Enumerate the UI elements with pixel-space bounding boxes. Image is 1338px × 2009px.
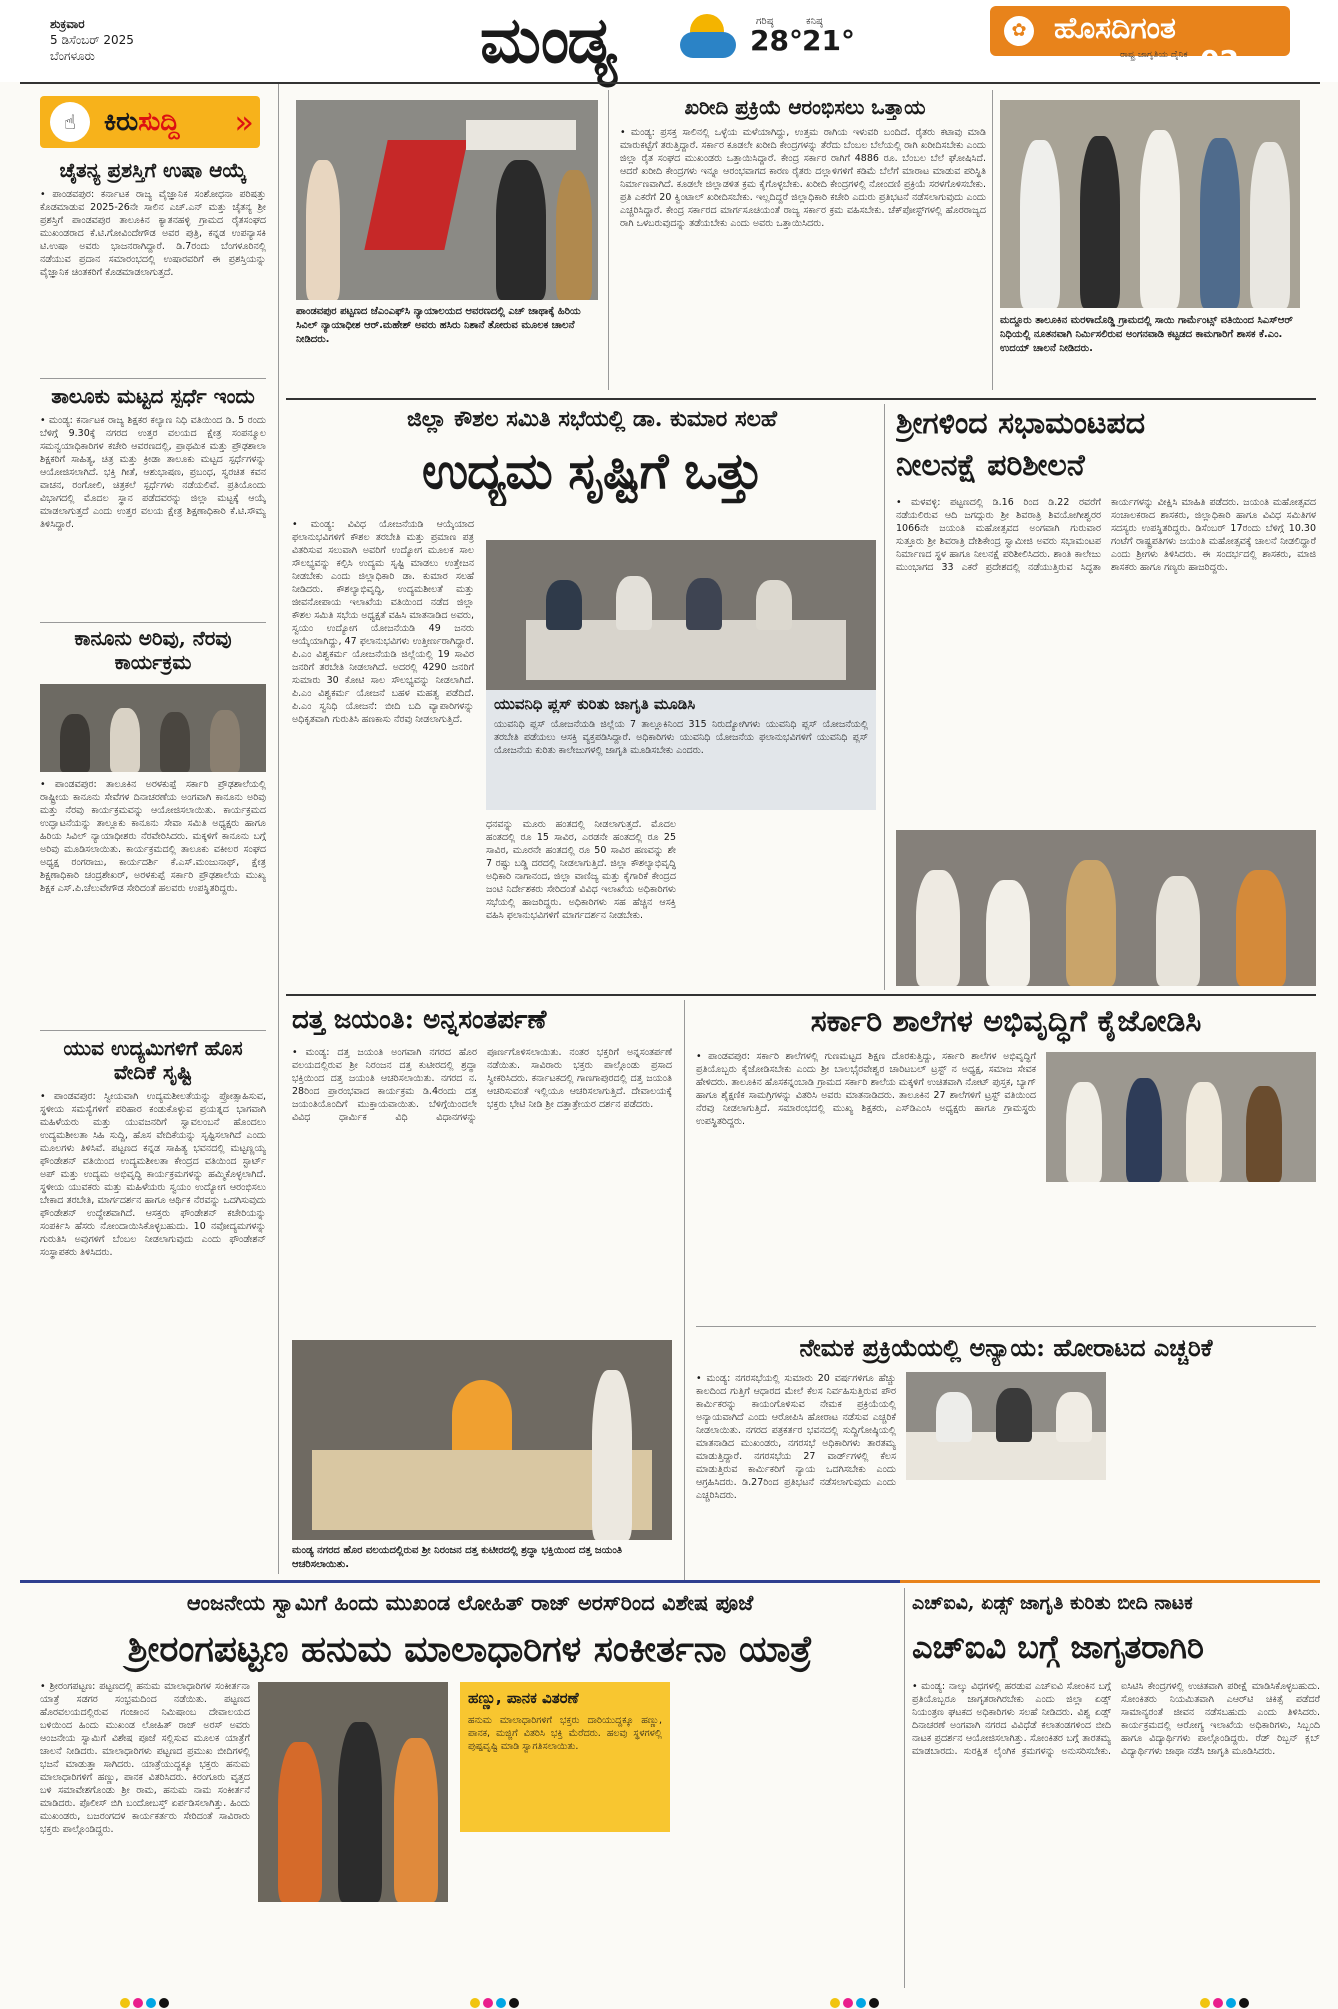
registration-marks [830,1993,882,2003]
story-body: • ಮಂಡ್ಯ: ಪ್ರಸಕ್ತ ಸಾಲಿನಲ್ಲಿ ಒಳ್ಳೆಯ ಮಳೆಯಾಗಿದ್ದು, ಉತ್ತಮ ರಾಗಿಯ ಇಳುವರಿ ಬಂದಿದೆ. ರೈತರು ಕಟಾವು ಮಾಡಿ ಮಾರುಕಟ್ಟೆಗೆ ತರುತ್ತಿದ್ದಾರೆ. ಸರ್ಕಾರ ಕೂಡಲೇ ಖರೀದಿ ಕೇಂದ್ರಗಳನ್ನು ತೆರೆದು ಬೆಂಬಲ ಬೆಲೆಯಲ್ಲಿ ರಾಗಿ ಖರೀದಿಸಬೇಕು ಎಂದು ಜಿಲ್ಲಾ ರೈತ ಸಂಘದ ಮುಖಂಡರು ಒತ್ತಾಯಿಸಿದ್ದಾರೆ. ಕೇಂದ್ರ ಸರ್ಕಾರ ರಾಗಿಗೆ 4886 ರೂ. ಬೆಂಬಲ ಬೆಲೆ ಘೋಷಿಸಿದೆ. ಆದರೆ ಖರೀದಿ ಕೇಂದ್ರಗಳು ಇನ್ನೂ ಆರಂಭವಾಗದ ಕಾರಣ ರೈತರು ದಲ್ಲಾಳಿಗಳಿಗೆ ಕಡಿಮೆ ಬೆಲೆಗೆ ಮಾರಾಟ ಮಾಡುವ ಪರಿಸ್ಥಿತಿ ನಿರ್ಮಾಣವಾಗಿದೆ. ಕೂಡಲೇ ಜಿಲ್ಲಾಡಳಿತ ಕ್ರಮ ಕೈಗೊಳ್ಳಬೇಕು. ಖರೀದಿ ಕೇಂದ್ರಗಳಲ್ಲಿ ನೋಂದಣಿ ಪ್ರಕ್ರಿಯೆ ಸರಳಗೊಳಿಸಬೇಕು. ಪ್ರತಿ ಎಕರೆಗೆ 20 ಕ್ವಿಂಟಾಲ್ ಖರೀದಿಸಬೇಕು. ಇಲ್ಲದಿದ್ದರೆ ಜಿಲ್ಲಾಧಿಕಾರಿ ಕಚೇರಿ ಎದುರು ಪ್ರತಿಭಟನೆ ನಡೆಸಲಾಗುವುದು ಎಂದು ಎಚ್ಚರಿಸಿದ್ದಾರೆ. ಕೇಂದ್ರ ಸರ್ಕಾರದ ಮಾರ್ಗಸೂಚಿಯಂತೆ ರಾಜ್ಯ ಸರ್ಕಾರ ಕ್ರಮ ವಹಿಸಬೇಕು. ಚೆಕ್‌ಪೋಸ್ಟ್‌ಗಳಲ್ಲಿ ಹೊರರಾಜ್ಯದ ರಾಗಿ ಒಳಬರುವುದನ್ನು ತಡೆಯಬೇಕು ಎಂದು ಅವರು ಒತ್ತಾಯಿಸಿದರು. [620,127,986,229]
hiv-body: • ಮಂಡ್ಯ: ನಾಲ್ಕು ವಿಧಗಳಲ್ಲಿ ಹರಡುವ ಎಚ್‌ಐವಿ ಸೋಂಕಿನ ಬಗ್ಗೆ ಪ್ರತಿಯೊಬ್ಬರೂ ಜಾಗೃತರಾಗಿರಬೇಕು ಎಂದು ಜಿಲ್ಲಾ ಏಡ್ಸ್ ನಿಯಂತ್ರಣ ಘಟಕದ ಅಧಿಕಾರಿಗಳು ಸಲಹೆ ನೀಡಿದರು. ವಿಶ್ವ ಏಡ್ಸ್ ದಿನಾಚರಣೆ ಅಂಗವಾಗಿ ನಗರದ ವಿವಿಧೆಡೆ ಕಲಾತಂಡಗಳಿಂದ ಬೀದಿ ನಾಟಕ ಪ್ರದರ್ಶನ ಆಯೋಜಿಸಲಾಗಿತ್ತು. ಸೋಂಕಿತರ ಬಗ್ಗೆ ತಾರತಮ್ಯ ಮಾಡಬಾರದು. ಸುರಕ್ಷಿತ ಲೈಂಗಿಕ ಕ್ರಮಗಳನ್ನು ಅನುಸರಿಸಬೇಕು. ಐಸಿಟಿಸಿ ಕೇಂದ್ರಗಳಲ್ಲಿ ಉಚಿತವಾಗಿ ಪರೀಕ್ಷೆ ಮಾಡಿಸಿಕೊಳ್ಳಬಹುದು. ಸೋಂಕಿತರು ನಿಯಮಿತವಾಗಿ ಎಆರ್‌ಟಿ ಚಿಕಿತ್ಸೆ ಪಡೆದರೆ ಸಾಮಾನ್ಯರಂತೆ ಜೀವನ ನಡೆಸಬಹುದು ಎಂದು ತಿಳಿಸಿದರು. ಕಾರ್ಯಕ್ರಮದಲ್ಲಿ ಆರೋಗ್ಯ ಇಲಾಖೆಯ ಅಧಿಕಾರಿಗಳು, ಸಿಬ್ಬಂದಿ ಹಾಗೂ ವಿದ್ಯಾರ್ಥಿಗಳು ಪಾಲ್ಗೊಂಡಿದ್ದರು. ರೆಡ್ ರಿಬ್ಬನ್ ಕ್ಲಬ್ ವಿದ್ಯಾರ್ಥಿಗಳು ಜಾಥಾ ನಡೆಸಿ ಜಾಗೃತಿ ಮೂಡಿಸಿದರು. [912,1681,1320,1757]
flag-shape [364,140,467,250]
max-label: ಗರಿಷ್ಠ [756,16,774,27]
brief-title: ಕಾನೂನು ಅರಿವು, ನೆರವು ಕಾರ್ಯಕ್ರಮ [74,626,232,674]
registration-marks [1200,1993,1252,2003]
weather-widget [680,10,855,70]
column-rule [684,1000,685,1580]
main-kicker: ಜಿಲ್ಲಾ ಕೌಶಲ ಸಮಿತಿ ಸಭೆಯಲ್ಲಿ ಡಾ. ಕುಮಾರ ಸಲಹೆ [407,406,777,432]
min-label: ಕನಿಷ್ಠ [806,16,823,27]
date: 5 ಡಿಸೆಂಬರ್ 2025 [50,33,134,47]
bottom-kicker: ಆಂಜನೇಯ ಸ್ವಾಮಿಗೆ ಹಿಂದು ಮುಖಂಡ ಲೋಹಿತ್ ರಾಜ್ ಅರಸ್‌ರಿಂದ ವಿಶೇಷ ಪೂಜೆ [186,1590,754,1615]
banner-shape [466,120,576,150]
brief-body: • ಪಾಂಡವಪುರ: ಸ್ವೀಯವಾಗಿ ಉದ್ಯಮಶೀಲತೆಯನ್ನು ಪ್ರೋತ್ಸಾಹಿಸುವ, ಸ್ಥಳೀಯ ಸಮಸ್ಯೆಗಳಿಗೆ ಪರಿಹಾರ ಕಂಡುಕೊಳ್ಳುವ ಪ್ರಯತ್ನದ ಭಾಗವಾಗಿ ಮಹಿಳೆಯರು ಮತ್ತು ಯುವಜನರಿಗೆ ಸ್ವಾವಲಂಬನೆ ಹೊಂದಲು ಉದ್ಯಮಶೀಲತಾ ಸಿಹಿ ಸುದ್ದಿ, ಹೊಸ ವೇದಿಕೆಯನ್ನು ಸೃಷ್ಟಿಸಲಾಗಿದೆ ಎಂದು ಮೂಲಗಳು ತಿಳಿಸಿವೆ. ಪಟ್ಟಣದ ಕನ್ನಡ ಸಾಹಿತ್ಯ ಭವನದಲ್ಲಿ ಮಟ್ಟಣ್ಣಯ್ಯ ಫೌಂಡೇಶನ್ ವತಿಯಿಂದ ಉದ್ಯಮಶೀಲತಾ ಕೇಂದ್ರದ ವತಿಯಿಂದ ಸ್ಟಾರ್ಟ್ ಅಪ್ ಮತ್ತು ಉದ್ಯಮ ಅಭಿವೃದ್ಧಿ ಕಾರ್ಯಕ್ರಮಗಳನ್ನು ಹಮ್ಮಿಕೊಳ್ಳಲಾಗಿದೆ. ಸ್ಥಳೀಯ ಯುವಕರು ಮತ್ತು ಮಹಿಳೆಯರು ಸ್ವಯಂ ಉದ್ಯೋಗ ಆರಂಭಿಸಲು ಬೇಕಾದ ತರಬೇತಿ, ಮಾರ್ಗದರ್ಶನ ಹಾಗೂ ಆರ್ಥಿಕ ನೆರವನ್ನು ಒದಗಿಸುವುದು ಫೌಂಡೇಶನ್ ಉದ್ದೇಶವಾಗಿದೆ. ಆಸಕ್ತರು ಫೌಂಡೇಶನ್ ಕಚೇರಿಯನ್ನು ಸಂಪರ್ಕಿಸಿ ಹೆಸರು ನೋಂದಾಯಿಸಿಕೊಳ್ಳಬಹುದು. 10 ನವೋದ್ಯಮಗಳನ್ನು ಗುರುತಿಸಿ ಅವುಗಳಿಗೆ ಬೆಂಬಲ ನೀಡಲಾಗುವುದು ಎಂದು ಫೌಂಡೇಶನ್ ಸಂಸ್ಥಾಪಕರು ತಿಳಿಸಿದರು. [40,1091,266,1258]
kiru-title [104,106,179,138]
max-temp: 28° [750,24,803,57]
page-header [0,0,1338,82]
hiv-kicker: ಎಚ್‌ಐವಿ, ಏಡ್ಸ್ ಜಾಗೃತಿ ಕುರಿತು ಬೀದಿ ನಾಟಕ [912,1592,1193,1614]
photo-school [1046,1052,1316,1182]
sidebar-box [486,690,876,810]
cloud-icon [680,32,736,58]
box-title: ಯುವನಿಧಿ ಪ್ಲಸ್ ಕುರಿತು ಜಾಗೃತಿ ಮೂಡಿಸಿ [494,695,696,713]
photo-caption: ಪಾಂಡವಪುರ ಪಟ್ಟಣದ ಜೆಎಂಎಫ್‌ಸಿ ನ್ಯಾಯಾಲಯದ ಆವರಣದಲ್ಲಿ ಎಚ್ ಜಾಥಾಕ್ಕೆ ಹಿರಿಯ ಸಿವಿಲ್ ನ್ಯಾಯಾಧೀಶ ಆರ್.ಮಹೇಶ್ ಅವರು ಹಸಿರು ನಿಶಾನೆ ತೋರುವ ಮೂಲಕ ಚಾಲನೆ ನೀಡಿದರು. [296,306,581,345]
box-body: ಹನುಮ ಮಾಲಾಧಾರಿಗಳಿಗೆ ಭಕ್ತರು ದಾರಿಯುದ್ದಕ್ಕೂ ಹಣ್ಣು, ಪಾನಕ, ಮಜ್ಜಿಗೆ ವಿತರಿಸಿ ಭಕ್ತಿ ಮೆರೆದರು. ಹಲವು ಸ್ಥಳಗಳಲ್ಲಿ ಪುಷ್ಪವೃಷ್ಟಿ ಮಾಡಿ ಸ್ವಾಗತಿಸಲಾಯಿತು. [468,1715,662,1752]
chevron-right-icon: » [234,103,254,141]
photo-caption: ಮಂಡ್ಯ ನಗರದ ಹೊರ ವಲಯದಲ್ಲಿರುವ ಶ್ರೀ ನಿರಂಜನ ದತ್ತ ಕುಟೀರದಲ್ಲಿ ಶ್ರದ್ಧಾ ಭಕ್ತಿಯಿಂದ ದತ್ತ ಜಯಂತಿ ಆಚರಿಸಲಾಯಿತು. [292,1545,623,1570]
story-title: ಖರೀದಿ ಪ್ರಕ್ರಿಯೆ ಆರಂಭಿಸಲು ಒತ್ತಾಯ [684,95,926,119]
column-rule [904,1588,905,1988]
column-rule [992,90,993,390]
section-rule [286,994,1316,996]
brief-title: ಚೈತನ್ಯ ಪ್ರಶಸ್ತಿಗೆ ಉಷಾ ಆಯ್ಕೆ [59,158,247,182]
brand-tagline: ರಾಷ್ಟ್ರ ಜಾಗೃತಿಯ ದೈನಿಕ [1120,50,1188,60]
day: ಶುಕ್ರವಾರ [50,17,85,31]
masthead: ಮಂಡ್ಯ [480,3,615,78]
accent-rule [900,1580,1320,1583]
bottom-title: ಶ್ರೀರಂಗಪಟ್ಟಣ ಹನುಮ ಮಾಲಾಧಾರಿಗಳ ಸಂಕೀರ್ತನಾ ಯಾತ್ರೆ [127,1628,813,1670]
brief-title: ತಾಲೂಕು ಮಟ್ಟದ ಸ್ಪರ್ಧೆ ಇಂದು [51,384,255,408]
min-temp: 21° [802,24,855,57]
lotus-icon: ✿ [1004,16,1034,46]
photo-caption: ಮದ್ದೂರು ತಾಲೂಕಿನ ಮರಳಾದೊಡ್ಡಿ ಗ್ರಾಮದಲ್ಲಿ ಸಾಯಿ ಗಾರ್ಮೆಂಟ್ಸ್ ವತಿಯಿಂದ ಸಿಎಸ್‌ಆರ್ ನಿಧಿಯಲ್ಲಿ ನೂತನವಾಗಿ ನಿರ್ಮಿಸಲಿರುವ ಅಂಗನವಾಡಿ ಕಟ್ಟಡದ ಕಾಮಗಾರಿಗೆ ಶಾಸಕ ಕೆ.ಎಂ. ಉದಯ್ ಚಾಲನೆ ನೀಡಿದರು. [1000,315,1293,354]
divider [40,1030,266,1031]
suddi-word: ಸುದ್ದಿ [138,107,180,137]
deity-shape [452,1380,512,1450]
bottom-body: • ಶ್ರೀರಂಗಪಟ್ಟಣ: ಪಟ್ಟಣದಲ್ಲಿ ಹನುಮ ಮಾಲಾಧಾರಿಗಳ ಸಂಕೀರ್ತನಾ ಯಾತ್ರೆ ಸಡಗರ ಸಂಭ್ರಮದಿಂದ ನಡೆಯಿತು. ಪಟ್ಟಣದ ಹೊರವಲಯದಲ್ಲಿರುವ ಗಂಜಾಂನ ನಿಮಿಷಾಂಬ ದೇವಾಲಯದ ಬಳಿಯಿಂದ ಹಿಂದು ಮುಖಂಡ ಲೋಹಿತ್ ರಾಜ್ ಅರಸ್ ಅವರು ಆಂಜನೇಯ ಸ್ವಾಮಿಗೆ ವಿಶೇಷ ಪೂಜೆ ಸಲ್ಲಿಸುವ ಮೂಲಕ ಯಾತ್ರೆಗೆ ಚಾಲನೆ ನೀಡಿದರು. ಮಾಲಾಧಾರಿಗಳು ಪಟ್ಟಣದ ಪ್ರಮುಖ ಬೀದಿಗಳಲ್ಲಿ ಭಜನೆ ಮಾಡುತ್ತಾ ಸಾಗಿದರು. ಯಾತ್ರೆಯುದ್ದಕ್ಕೂ ಭಕ್ತರು ಹನುಮ ಮಾಲಾಧಾರಿಗಳಿಗೆ ಹಣ್ಣು, ಪಾನಕ ವಿತರಿಸಿದರು. ಕಿರಂಗೂರು ವೃತ್ತದ ಬಳಿ ಸಮಾವೇಶಗೊಂಡು ಶ್ರೀ ರಾಮ, ಹನುಮ ನಾಮ ಸಂಕೀರ್ತನೆ ಮಾಡಿದರು. ಪೊಲೀಸ್ ಬಿಗಿ ಬಂದೋಬಸ್ತ್ ಏರ್ಪಡಿಸಲಾಗಿತ್ತು. ಹಿಂದು ಮುಖಂಡರು, ಬಜರಂಗದಳ ಕಾರ್ಯಕರ್ತರು ಸೇರಿದಂತೆ ಸಾವಿರಾರು ಭಕ್ತರು ಪಾಲ್ಗೊಂಡಿದ್ದರು. [40,1681,250,1835]
city: ಬೆಂಗಳೂರು [50,49,95,63]
registration-marks [470,1993,522,2003]
dateline [50,16,134,64]
story-body: • ಮಳವಳ್ಳಿ: ಪಟ್ಟಣದಲ್ಲಿ ಡಿ.16 ರಿಂದ ಡಿ.22 ರವರೆಗೆ ನಡೆಯಲಿರುವ ಆದಿ ಜಗದ್ಗುರು ಶ್ರೀ ಶಿವರಾತ್ರಿ ಶಿವಯೋಗೀಶ್ವರರ 1066ನೇ ಜಯಂತಿ ಮಹೋತ್ಸವದ ಅಂಗವಾಗಿ ಗುರುವಾರ ಸುತ್ತೂರು ಶ್ರೀ ಶಿವರಾತ್ರಿ ದೇಶಿಕೇಂದ್ರ ಸ್ವಾಮೀಜಿ ಅವರು ಸಭಾಮಂಟಪ ನಿರ್ಮಾಣದ ಸ್ಥಳ ಹಾಗೂ ನೀಲನಕ್ಷೆ ಪರಿಶೀಲಿಸಿದರು. ಶಾಂತಿ ಕಾಲೇಜು ಮುಂಭಾಗದ 33 ಎಕರೆ ಪ್ರದೇಶದಲ್ಲಿ ನಡೆಯುತ್ತಿರುವ ಸಿದ್ಧತಾ ಕಾರ್ಯಗಳನ್ನು ವೀಕ್ಷಿಸಿ ಮಾಹಿತಿ ಪಡೆದರು. ಜಯಂತಿ ಮಹೋತ್ಸವದ ಸಂಚಾಲಕರಾದ ಶಾಸಕರು, ಜಿಲ್ಲಾಧಿಕಾರಿ ಹಾಗೂ ವಿವಿಧ ಸಮಿತಿಗಳ ಸದಸ್ಯರು ಉಪಸ್ಥಿತರಿದ್ದರು. ಡಿಸೆಂಬರ್ 17ರಂದು ಬೆಳಿಗ್ಗೆ 10.30 ಗಂಟೆಗೆ ರಾಷ್ಟ್ರಪತಿಗಳು ಜಯಂತಿ ಮಹೋತ್ಸವಕ್ಕೆ ಚಾಲನೆ ನೀಡಲಿದ್ದಾರೆ ಎಂದು ಶ್ರೀಗಳು ತಿಳಿಸಿದರು. ಈ ಸಂದರ್ಭದಲ್ಲಿ ಶಾಸಕರು, ಮಾಜಿ ಶಾಸಕರು ಹಾಗೂ ಗಣ್ಯರು ಹಾಜರಿದ್ದರು. [896,497,1316,573]
brand-name: ಹೊಸದಿಗಂತ [1054,11,1176,46]
story-body: • ಮಂಡ್ಯ: ದತ್ತ ಜಯಂತಿ ಅಂಗವಾಗಿ ನಗರದ ಹೊರ ವಲಯದಲ್ಲಿರುವ ಶ್ರೀ ನಿರಂಜನ ದತ್ತ ಕುಟೀರದಲ್ಲಿ ಶ್ರದ್ಧಾ ಭಕ್ತಿಯಿಂದ ದತ್ತ ಜಯಂತಿ ಆಚರಿಸಲಾಯಿತು. ನಗರದ ನ. 28ರಿಂದ ಪ್ರಾರಂಭವಾದ ಕಾರ್ಯಕ್ರಮ ಡಿ.4ರಂದು ದತ್ತ ಜಯಂತಿಯೊಂದಿಗೆ ಮುಕ್ತಾಯವಾಯಿತು. ಬೆಳಿಗ್ಗೆಯಿಂದಲೇ ವಿವಿಧ ಧಾರ್ಮಿಕ ವಿಧಿ ವಿಧಾನಗಳನ್ನು ಪೂರ್ಣಗೊಳಿಸಲಾಯಿತು. ನಂತರ ಭಕ್ತರಿಗೆ ಅನ್ನಸಂತರ್ಪಣೆ ನಡೆಯಿತು. ಸಾವಿರಾರು ಭಕ್ತರು ಪಾಲ್ಗೊಂಡು ಪ್ರಸಾದ ಸ್ವೀಕರಿಸಿದರು. ಕರ್ನಾಟಕದಲ್ಲಿ ಗಾಣಗಾಪುರದಲ್ಲಿ ದತ್ತ ಜಯಂತಿ ಆಚರಿಸುವಂತೆ ಇಲ್ಲಿಯೂ ಆಚರಿಸಲಾಗುತ್ತಿದೆ. ದೇವಾಲಯಕ್ಕೆ ಭಕ್ತರು ಭೇಟಿ ನೀಡಿ ಶ್ರೀ ದತ್ತಾತ್ರೇಯರ ದರ್ಶನ ಪಡೆದರು. [292,1047,672,1123]
divider [40,378,266,379]
column-rule [278,84,279,1574]
photo-foundation [1000,100,1300,308]
brief-4 [40,1036,266,1566]
kiru-suddi-badge [40,96,260,148]
main-body-1: • ಮಂಡ್ಯ: ವಿವಿಧ ಯೋಜನೆಯಡಿ ಆಯ್ಕೆಯಾದ ಫಲಾನುಭವಿಗಳಿಗೆ ಕೌಶಲ ತರಬೇತಿ ಮತ್ತು ಪ್ರಮಾಣ ಪತ್ರ ವಿತರಿಸುವ ಸಲುವಾಗಿ ಅವರಿಗೆ ಉದ್ಯೋಗ ಮೂಲಕ ಸಾಲ ಸೌಲಭ್ಯವನ್ನು ಕಲ್ಪಿಸಿ ಉದ್ಯಮ ಸೃಷ್ಟಿ ಮಾಡಲು ಉತ್ತೇಜನ ನೀಡಬೇಕು ಎಂದು ಜಿಲ್ಲಾಧಿಕಾರಿ ಡಾ. ಕುಮಾರ ಸಲಹೆ ನೀಡಿದರು. ಕೌಶಲ್ಯಾಭಿವೃದ್ಧಿ, ಉದ್ಯಮಶೀಲತೆ ಮತ್ತು ಜೀವನೋಪಾಯ ಇಲಾಖೆಯ ವತಿಯಿಂದ ನಡೆದ ಜಿಲ್ಲಾ ಕೌಶಲ ಸಮಿತಿ ಸಭೆಯ ಅಧ್ಯಕ್ಷತೆ ವಹಿಸಿ ಮಾತನಾಡಿದ ಅವರು, ಸ್ವಯಂ ಉದ್ಯೋಗ ಯೋಜನೆಯಡಿ 49 ಜನರು ಆಯ್ಕೆಯಾಗಿದ್ದು, 47 ಫಲಾನುಭವಿಗಳು ಉತ್ತೀರ್ಣರಾಗಿದ್ದಾರೆ. ಪಿ.ಎಂ ವಿಶ್ವಕರ್ಮ ಯೋಜನೆಯಡಿ ಜಿಲ್ಲೆಯಲ್ಲಿ 19 ಸಾವಿರ ಜನರಿಗೆ ತರಬೇತಿ ನೀಡಲಾಗಿದೆ. ಅದರಲ್ಲಿ 4290 ಜನರಿಗೆ ಸುಮಾರು 30 ಕೋಟಿ ಸಾಲ ಸೌಲಭ್ಯವನ್ನು ನೀಡಲಾಗಿದೆ. ಪಿ.ಎಂ ವಿಶ್ವಕರ್ಮ ಯೋಜನೆ ಬಹಳ ಮಹತ್ವ ಪಡೆದಿದೆ. ಪಿ.ಎಂ ಸ್ವನಿಧಿ ಯೋಜನೆ: ಬೀದಿ ಬದಿ ವ್ಯಾಪಾರಿಗಳನ್ನು ಅಧಿಕೃತವಾಗಿ ಗುರುತಿಸಿ ಹಣಕಾಸು ನೆರವು ನೀಡಲಾಗುತ್ತಿದೆ. [292,519,474,725]
page-number: 02 [1200,44,1239,77]
hiv-title: ಎಚ್‌ಐವಿ ಬಗ್ಗೆ ಜಾಗೃತರಾಗಿರಿ [912,1628,1204,1666]
registration-marks [120,1993,172,2003]
brief-3 [40,626,266,1026]
brief-body: • ಪಾಂಡವಪುರ: ಕರ್ನಾಟಕ ರಾಜ್ಯ ವೈಜ್ಞಾನಿಕ ಸಂಶೋಧನಾ ಪರಿಷತ್ತು ಕೊಡಮಾಡುವ 2025-26ನೇ ಸಾಲಿನ ಎಚ್.ಎನ್ ಮತ್ತು ಚೈತನ್ಯ ಶ್ರೀ ಪ್ರಶಸ್ತಿಗೆ ಪಾಂಡವಪುರ ತಾಲೂಕಿನ ಕ್ಯಾತನಹಳ್ಳಿ ಗ್ರಾಮದ ರೈತಸಂಘದ ಮುಖಂಡರಾದ ಕೆ.ಟಿ.ಗೋವಿಂದೇಗೌಡ ಅವರ ಪುತ್ರಿ, ಕನ್ನಡ ಉಪನ್ಯಾಸಕಿ ಟಿ.ಉಷಾ ಅವರು ಭಾಜನರಾಗಿದ್ದಾರೆ. ಡಿ.7ರಂದು ಬೆಂಗಳೂರಿನಲ್ಲಿ ನಡೆಯುವ ಪ್ರದಾನ ಸಮಾರಂಭದಲ್ಲಿ ಉಷಾರವರಿಗೆ ಈ ಪ್ರಶಸ್ತಿಯನ್ನು ವೈಜ್ಞಾನಿಕ ಚಿಂತಕರಿಗೆ ಕೊಡಮಾಡಲಾಗುತ್ತದೆ. [40,189,266,278]
photo-press [906,1372,1106,1480]
section-rule [286,398,1316,400]
main-body-2: ಧನವನ್ನು ಮೂರು ಹಂತದಲ್ಲಿ ನೀಡಲಾಗುತ್ತದೆ. ಮೊದಲ ಹಂತದಲ್ಲಿ ರೂ 15 ಸಾವಿರ, ಎರಡನೇ ಹಂತದಲ್ಲಿ ರೂ 25 ಸಾವಿರ, ಮೂರನೇ ಹಂತದಲ್ಲಿ ರೂ 50 ಸಾವಿರ ಹಣವನ್ನು ಶೇ 7 ರಷ್ಟು ಬಡ್ಡಿ ದರದಲ್ಲಿ ನೀಡಲಾಗುತ್ತಿದೆ. ಜಿಲ್ಲಾ ಕೌಶಲ್ಯಾಭಿವೃದ್ಧಿ ಅಧಿಕಾರಿ ನಾಗಾನಂದ, ಜಿಲ್ಲಾ ವಾಣಿಜ್ಯ ಮತ್ತು ಕೈಗಾರಿಕೆ ಕೇಂದ್ರದ ಜಂಟಿ ನಿರ್ದೇಶಕರು ಸೇರಿದಂತೆ ವಿವಿಧ ಇಲಾಖೆಯ ಅಧಿಕಾರಿಗಳು ಸಭೆಯಲ್ಲಿ ಹಾಜರಿದ್ದರು. ಅಧಿಕಾರಿಗಳು ಸಹ ಹೆಚ್ಚಿನ ಆಸಕ್ತಿ ವಹಿಸಿ ಫಲಾನುಭವಿಗಳಿಗೆ ಮಾರ್ಗದರ್ಶನ ನೀಡಬೇಕು. [486,819,676,921]
yellow-box [460,1682,670,1832]
story-body: • ಮಂಡ್ಯ: ನಗರಸಭೆಯಲ್ಲಿ ಸುಮಾರು 20 ವರ್ಷಗಳಿಗೂ ಹೆಚ್ಚು ಕಾಲದಿಂದ ಗುತ್ತಿಗೆ ಆಧಾರದ ಮೇಲೆ ಕೆಲಸ ನಿರ್ವಹಿಸುತ್ತಿರುವ ಪೌರ ಕಾರ್ಮಿಕರನ್ನು ಕಾಯಂಗೊಳಿಸುವ ನೇಮಕ ಪ್ರಕ್ರಿಯೆಯಲ್ಲಿ ಅನ್ಯಾಯವಾಗಿದೆ ಎಂದು ಆರೋಪಿಸಿ ಹೋರಾಟ ನಡೆಸುವ ಎಚ್ಚರಿಕೆ ನೀಡಲಾಯಿತು. ನಗರದ ಪತ್ರಕರ್ತರ ಭವನದಲ್ಲಿ ಸುದ್ದಿಗೋಷ್ಠಿಯಲ್ಲಿ ಮಾತನಾಡಿದ ಮುಖಂಡರು, ನಗರಸಭೆ ಅಧಿಕಾರಿಗಳು ತಾರತಮ್ಯ ಮಾಡುತ್ತಿದ್ದಾರೆ. ನಗರಸಭೆಯ 27 ವಾರ್ಡ್‌ಗಳಲ್ಲಿ ಕೆಲಸ ಮಾಡುತ್ತಿರುವ ಕಾರ್ಮಿಕರಿಗೆ ನ್ಯಾಯ ಒದಗಿಸಬೇಕು ಎಂದು ಆಗ್ರಹಿಸಿದರು. ಡಿ.27ರಿಂದ ಪ್ರತಿಭಟನೆ ನಡೆಸಲಾಗುವುದು ಎಂದು ಎಚ್ಚರಿಸಿದರು. [696,1373,896,1501]
photo-datta [292,1340,672,1540]
column-rule [608,90,609,390]
brief-body: • ಮಂಡ್ಯ: ಕರ್ನಾಟಕ ರಾಜ್ಯ ಶಿಕ್ಷಕರ ಕಲ್ಯಾಣ ನಿಧಿ ವತಿಯಿಂದ ಡಿ. 5 ರಂದು ಬೆಳಿಗ್ಗೆ 9.30ಕ್ಕೆ ನಗರದ ಉತ್ತರ ವಲಯದ ಕ್ಷೇತ್ರ ಸಂಪನ್ಮೂಲ ಸಮನ್ವಯಾಧಿಕಾರಿಗಳ ಕಚೇರಿ ಆವರಣದಲ್ಲಿ, ಪ್ರಾಥಮಿಕ ಮತ್ತು ಪ್ರೌಢಶಾಲಾ ಶಿಕ್ಷಕರಿಗೆ ಸಾಹಿತ್ಯ, ಚಿತ್ರ ಮತ್ತು ಕ್ರೀಡಾ ತಾಲೂಕು ಮಟ್ಟದ ಸ್ಪರ್ಧೆಗಳನ್ನು ಆಯೋಜಿಸಲಾಗಿದೆ. ಭಕ್ತಿ ಗೀತೆ, ಆಶುಭಾಷಣ, ಪ್ರಬಂಧ, ಸ್ವರಚಿತ ಕವನ ವಾಚನ, ರಂಗೋಲಿ, ಚಿತ್ರಕಲೆ ಸ್ಪರ್ಧೆಗಳು ನಡೆಯಲಿವೆ. ಪ್ರತಿಯೊಂದು ವಿಭಾಗದಲ್ಲಿ ಮೊದಲ ಸ್ಥಾನ ಪಡೆದವರನ್ನು ಜಿಲ್ಲಾ ಮಟ್ಟಕ್ಕೆ ಆಯ್ಕೆ ಮಾಡಲಾಗುತ್ತದೆ ಎಂದು ಉತ್ತರ ವಲಯ ಕ್ಷೇತ್ರ ಶಿಕ್ಷಣಾಧಿಕಾರಿ ಕೆ.ಟಿ.ಸೌಮ್ಯ ತಿಳಿಸಿದ್ದಾರೆ. [40,415,266,530]
box-title: ಹಣ್ಣು, ಪಾನಕ ವಿತರಣೆ [468,1689,579,1707]
photo-seer [896,830,1316,986]
brief-title: ಯುವ ಉದ್ಯಮಿಗಳಿಗೆ ಹೊಸ ವೇದಿಕೆ ಸೃಷ್ಟಿ [63,1036,243,1084]
story-body: • ಪಾಂಡವಪುರ: ಸರ್ಕಾರಿ ಶಾಲೆಗಳಲ್ಲಿ ಗುಣಮಟ್ಟದ ಶಿಕ್ಷಣ ದೊರಕುತ್ತಿದ್ದು, ಸರ್ಕಾರಿ ಶಾಲೆಗಳ ಅಭಿವೃದ್ಧಿಗೆ ಪ್ರತಿಯೊಬ್ಬರು ಕೈಜೋಡಿಸಬೇಕು ಎಂದು ಶ್ರೀ ಬಾಲಭೈರವೇಶ್ವರ ಚಾರಿಟಬಲ್ ಟ್ರಸ್ಟ್ ನ ಅಧ್ಯಕ್ಷ, ಸಮಾಜ ಸೇವಕ ಹೇಳಿದರು. ತಾಲೂಕಿನ ಹೊಸಕನ್ನಂಬಾಡಿ ಗ್ರಾಮದ ಸರ್ಕಾರಿ ಶಾಲೆಯ ಮಕ್ಕಳಿಗೆ ಉಚಿತವಾಗಿ ನೋಟ್ ಪುಸ್ತಕ, ಬ್ಯಾಗ್ ಹಾಗೂ ಶೈಕ್ಷಣಿಕ ಸಾಮಗ್ರಿಗಳನ್ನು ವಿತರಿಸಿ ಅವರು ಮಾತನಾಡಿದರು. ತಾಲೂಕಿನ 27 ಶಾಲೆಗಳಿಗೆ ಟ್ರಸ್ಟ್ ವತಿಯಿಂದ ನೆರವು ನೀಡಲಾಗುತ್ತಿದೆ. ಸಮಾರಂಭದಲ್ಲಿ ಮುಖ್ಯ ಶಿಕ್ಷಕರು, ಎಸ್‌ಡಿಎಂಸಿ ಅಧ್ಯಕ್ಷರು ಹಾಗೂ ಗ್ರಾಮಸ್ಥರು ಉಪಸ್ಥಿತರಿದ್ದರು. [696,1051,1036,1127]
brief-1 [40,158,266,378]
kiru-word: ಕಿರು [104,107,139,137]
photo-rally [296,100,598,300]
main-title: ಉದ್ಯಮ ಸೃಷ್ಟಿಗೆ ಒತ್ತು [421,441,763,500]
divider [40,622,266,623]
column-rule [884,404,885,990]
story-title-b: ನೀಲನಕ್ಷೆ ಪರಿಶೀಲನೆ [896,448,1085,483]
box-body: ಯುವನಿಧಿ ಪ್ಲಸ್ ಯೋಜನೆಯಡಿ ಜಿಲ್ಲೆಯ 7 ತಾಲ್ಲೂಕಿನಿಂದ 315 ನಿರುದ್ಯೋಗಿಗಳು ಯುವನಿಧಿ ಪ್ಲಸ್ ಯೋಜನೆಯಲ್ಲಿ ತರಬೇತಿ ಪಡೆಯಲು ಆಸಕ್ತಿ ವ್ಯಕ್ತಪಡಿಸಿದ್ದಾರೆ. ಅಧಿಕಾರಿಗಳು ಯುವನಿಧಿ ಯೋಜನೆಯ ಫಲಾನುಭವಿಗಳಿಗೆ ಯುವನಿಧಿ ಪ್ಲಸ್ ಯೋಜನೆಯ ಕುರಿತು ಕಾಲೇಜುಗಳಲ್ಲಿ ಜಾಗೃತಿ ಮೂಡಿಸಬೇಕು ಎಂದರು. [494,719,868,756]
story-title: ಸರ್ಕಾರಿ ಶಾಲೆಗಳ ಅಭಿವೃದ್ಧಿಗೆ ಕೈಜೋಡಿಸಿ [810,1004,1202,1039]
story-title: ದತ್ತ ಜಯಂತಿ: ಅನ್ನಸಂತರ್ಪಣೆ [292,1005,547,1035]
hand-icon: ☝ [50,102,90,142]
header-rule [20,82,1320,84]
brief-body: • ಪಾಂಡವಪುರ: ತಾಲೂಕಿನ ಅರಳಕುಪ್ಪೆ ಸರ್ಕಾರಿ ಪ್ರೌಢಶಾಲೆಯಲ್ಲಿ ರಾಷ್ಟ್ರೀಯ ಕಾನೂನು ಸೇವೆಗಳ ದಿನಾಚರಣೆಯ ಅಂಗವಾಗಿ ಕಾನೂನು ಅರಿವು ಮತ್ತು ನೆರವು ಕಾರ್ಯಕ್ರಮವನ್ನು ಆಯೋಜಿಸಲಾಯಿತು. ಕಾರ್ಯಕ್ರಮದ ಉದ್ಘಾಟನೆಯನ್ನು ತಾಲ್ಲೂಕು ಕಾನೂನು ಸೇವಾ ಸಮಿತಿ ಅಧ್ಯಕ್ಷರು ಹಾಗೂ ಹಿರಿಯ ಸಿವಿಲ್ ನ್ಯಾಯಾಧೀಶರು ನೆರವೇರಿಸಿದರು. ಮಕ್ಕಳಿಗೆ ಕಾನೂನು ಬಗ್ಗೆ ಅರಿವು ಮೂಡಿಸಲಾಯಿತು. ಕಾರ್ಯಕ್ರಮದಲ್ಲಿ ತಾಲೂಕು ವಕೀಲರ ಸಂಘದ ಅಧ್ಯಕ್ಷ ರಂಗರಾಜು, ಕಾರ್ಯದರ್ಶಿ ಕೆ.ಎಸ್.ಮಂಜುನಾಥ್, ಕ್ಷೇತ್ರ ಶಿಕ್ಷಣಾಧಿಕಾರಿ ಚಂದ್ರಶೇಖರ್, ಅರಳಕುಪ್ಪೆ ಸರ್ಕಾರಿ ಪ್ರೌಢಶಾಲೆಯ ಮುಖ್ಯ ಶಿಕ್ಷಕ ಎಸ್.ಪಿ.ಚೆಲುವೇಗೌಡ ಸೇರಿದಂತೆ ಹಲವರು ಉಪಸ್ಥಿತರಿದ್ದರು. [40,779,266,894]
brief-photo [40,684,266,772]
story-title: ನೇಮಕ ಪ್ರಕ್ರಿಯೆಯಲ್ಲಿ ಅನ್ಯಾಯ: ಹೋರಾಟದ ಎಚ್ಚರಿಕೆ [799,1333,1213,1362]
brand-logo [990,6,1290,56]
brief-2 [40,384,266,618]
story-title-a: ಶ್ರೀಗಳಿಂದ ಸಭಾಮಂಟಪದ [896,406,1146,441]
divider [696,1326,1316,1327]
photo-procession [258,1682,448,1902]
